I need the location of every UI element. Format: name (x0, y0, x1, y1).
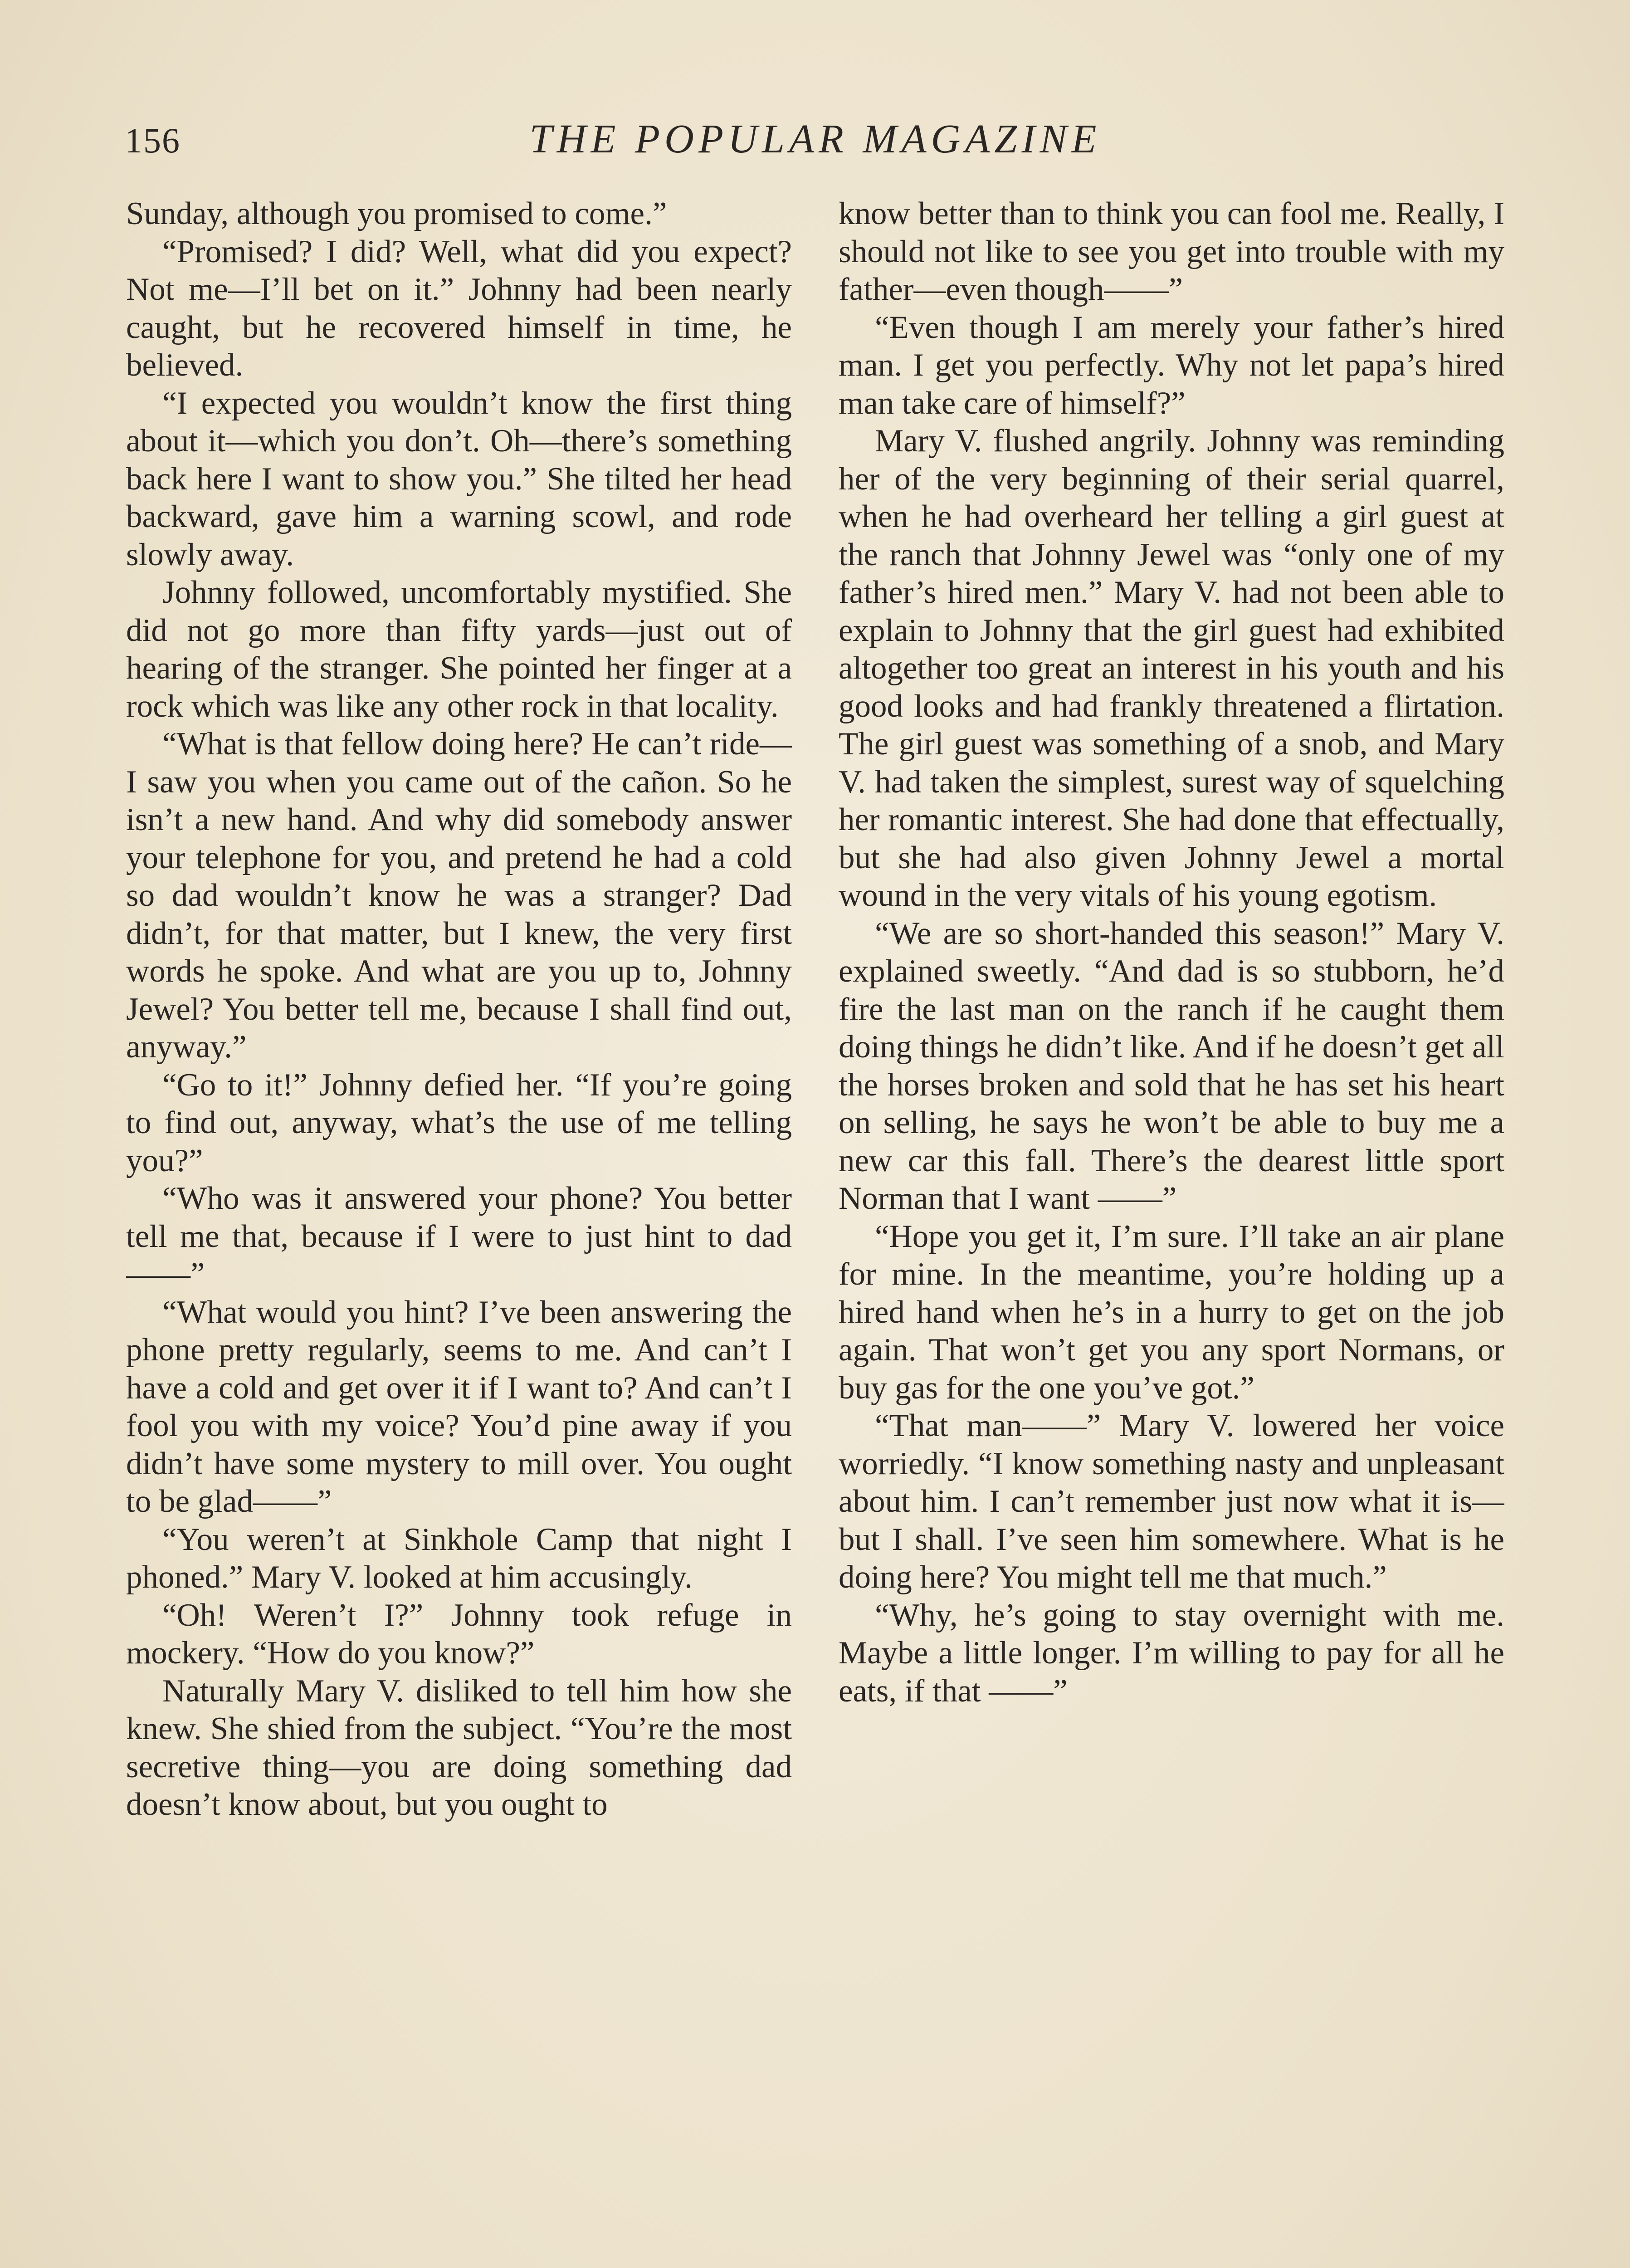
paragraph: “We are so short-handed this season!” Mary V. explained sweetly. “And dad is so stubborn, he’d fire the last man on the ranch if he caught them doing things he didn’t like. And if he doesn’t get all the horses broken and sold that he has set his heart on selling, he says he won’t be able to buy me a new car this fall. There’s the dearest little sport Norman that I want ——” (839, 915, 1504, 1216)
right-column (839, 195, 1504, 2268)
paragraph: “Hope you get it, I’m sure. I’ll take an air plane for mine. In the meantime, you’re holding up a hired hand when he’s in a hurry to get on the job again. That won’t get you any sport Normans, or buy gas for the one you’ve got.” (839, 1218, 1504, 1406)
paragraph: “What would you hint? I’ve been answering the phone pretty regularly, seems to me. And can’t I have a cold and get over it if I want to? And can’t I fool you with my voice? You’d pine away if you didn’t have some mystery to mill over. You ought to be glad——” (126, 1294, 792, 1519)
left-column (126, 195, 792, 2268)
running-head: THE POPULAR MAGAZINE (529, 117, 1101, 161)
page-header (125, 116, 1506, 170)
paragraph: “Why, he’s going to stay overnight with me. Maybe a little longer. I’m willing to pay for all he eats, if that ——” (839, 1597, 1504, 1709)
paragraph: “Go to it!” Johnny defied her. “If you’re going to find out, anyway, what’s the use of me telling you?” (126, 1067, 792, 1178)
paragraph: know better than to think you can fool me. Really, I should not like to see you get into trouble with my father—even though——” (839, 196, 1504, 307)
paragraph: “Who was it answered your phone? You better tell me that, because if I were to just hint to dad——” (126, 1181, 792, 1292)
paragraph: Sunday, although you promised to come.” (126, 196, 667, 231)
paragraph: Mary V. flushed angrily. Johnny was reminding her of the very beginning of their serial quarrel, when he had overheard her telling a girl guest at the ranch that Johnny Jewel was “only one of my father’s hired men.” Mary V. had not been able to explain to Johnny that the girl guest had exhibited altogether too great an interest in his youth and his good looks and had frankly threatened a flirtation. The girl guest was something of a snob, and Mary V. had taken the simplest, surest way of squelching her romantic interest. She had done that effectually, but she had also given Johnny Jewel a mortal wound in the very vitals of his young egotism. (839, 423, 1504, 913)
paragraph: Johnny followed, uncomfortably mystified. She did not go more than fifty yards—just out of hearing of the stranger. She pointed her finger at a rock which was like any other rock in that locality. (126, 575, 792, 724)
paragraph: Naturally Mary V. disliked to tell him how she knew. She shied from the subject. “You’re the most secretive thing—you are doing something dad doesn’t know about, but you ought to (126, 1673, 792, 1822)
paragraph: “That man——” Mary V. lowered her voice worriedly. “I know something nasty and unpleasant about him. I can’t remember just now what it is—but I shall. I’ve seen him somewhere. What is he doing here? You might tell me that much.” (839, 1408, 1504, 1595)
paragraph: “Promised? I did? Well, what did you expect? Not me—I’ll bet on it.” Johnny had been nearly caught, but he recovered himself in time, he believed. (126, 234, 792, 383)
page-number: 156 (125, 121, 181, 160)
paragraph: “What is that fellow doing here? He can’t ride—I saw you when you came out of the cañon. So he isn’t a new hand. And why did somebody answer your telephone for you, and pretend he had a cold so dad wouldn’t know he was a stranger? Dad didn’t, for that matter, but I knew, the very first words he spoke. And what are you up to, Johnny Jewel? You better tell me, because I shall find out, anyway.” (126, 726, 792, 1065)
paragraph: “You weren’t at Sinkhole Camp that night I phoned.” Mary V. looked at him accusingly. (126, 1521, 792, 1595)
paragraph: “I expected you wouldn’t know the first thing about it—which you don’t. Oh—there’s something back here I want to show you.” She tilted her head backward, gave him a warning scowl, and rode slowly away. (126, 385, 792, 572)
paragraph: “Oh! Weren’t I?” Johnny took refuge in mockery. “How do you know?” (126, 1597, 792, 1671)
paragraph: “Even though I am merely your father’s hired man. I get you perfectly. Why not let papa’s hired man take care of himself?” (839, 309, 1504, 421)
